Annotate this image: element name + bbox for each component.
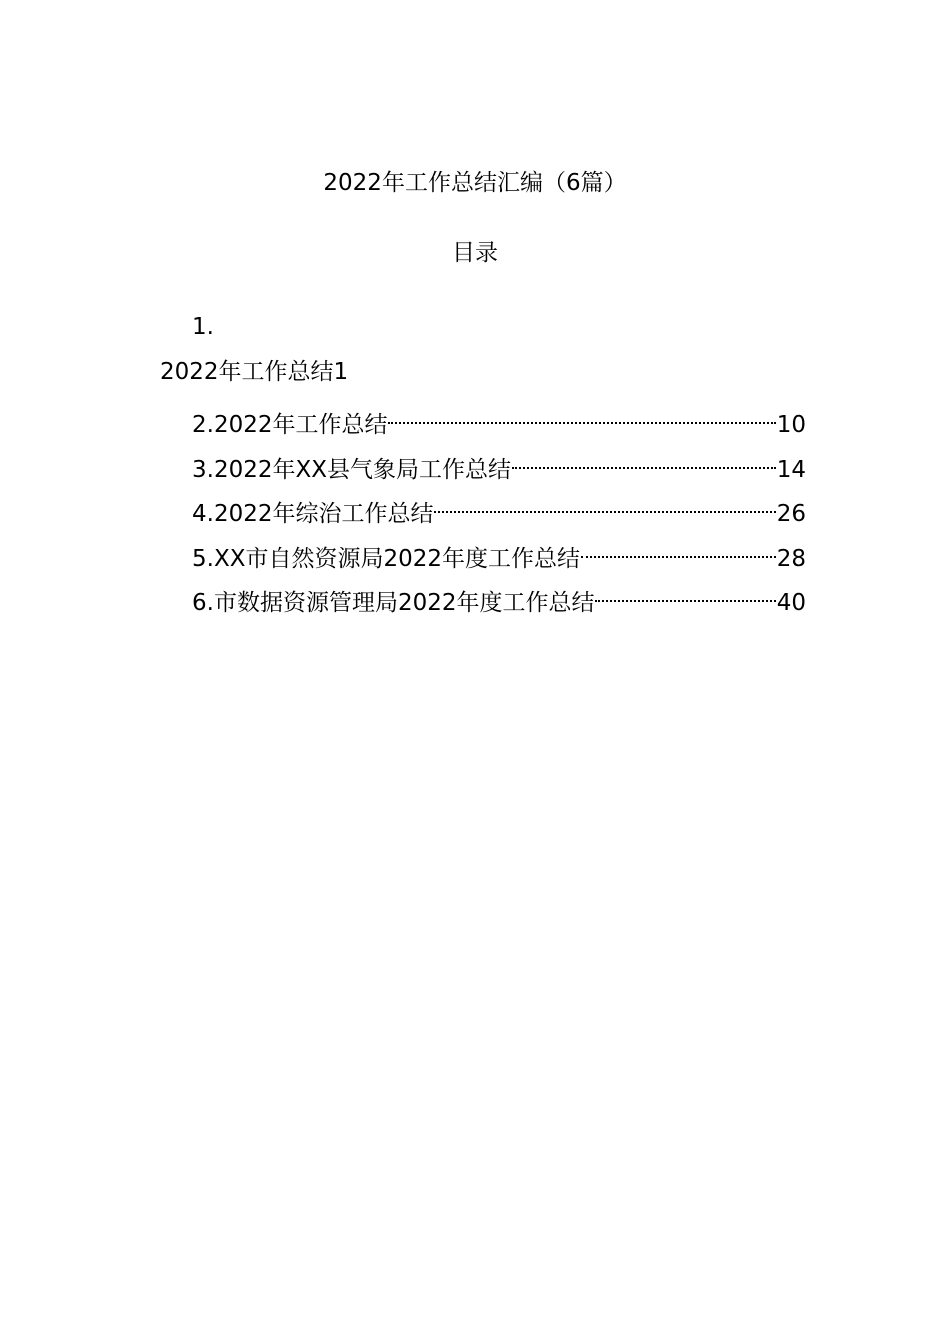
toc-entry-label: 3.2022年XX县气象局工作总结 (192, 457, 511, 483)
toc-entry-label: 4.2022年综治工作总结 (192, 501, 434, 527)
toc-entry-3[interactable] (192, 445, 806, 483)
toc-entry-page-number: 14 (776, 457, 806, 483)
toc-entry-label: 6.市数据资源管理局2022年度工作总结 (192, 590, 595, 616)
dot-leader (388, 400, 775, 432)
toc-heading: 目录 (452, 240, 498, 266)
toc-entry-6[interactable] (192, 578, 806, 616)
toc-entry-page-number: 28 (776, 546, 806, 572)
toc-entry-2[interactable] (192, 400, 806, 438)
dot-leader (581, 534, 776, 566)
dot-leader (595, 578, 775, 610)
toc-entry-page-number: 26 (776, 501, 806, 527)
dot-leader (434, 489, 775, 521)
toc-entry-5[interactable] (192, 534, 806, 572)
dot-leader (512, 445, 776, 477)
toc-entry-4[interactable] (192, 489, 806, 527)
toc-entry-1-number[interactable]: 1. (192, 314, 214, 340)
document-title: 2022年工作总结汇编（6篇） (323, 170, 627, 196)
toc-entry-page-number: 40 (776, 590, 806, 616)
toc-entry-1-label[interactable]: 2022年工作总结1 (160, 359, 349, 385)
toc-entry-label: 2.2022年工作总结 (192, 412, 388, 438)
toc-entry-label: 5.XX市自然资源局2022年度工作总结 (192, 546, 580, 572)
toc-entry-page-number: 10 (776, 412, 806, 438)
